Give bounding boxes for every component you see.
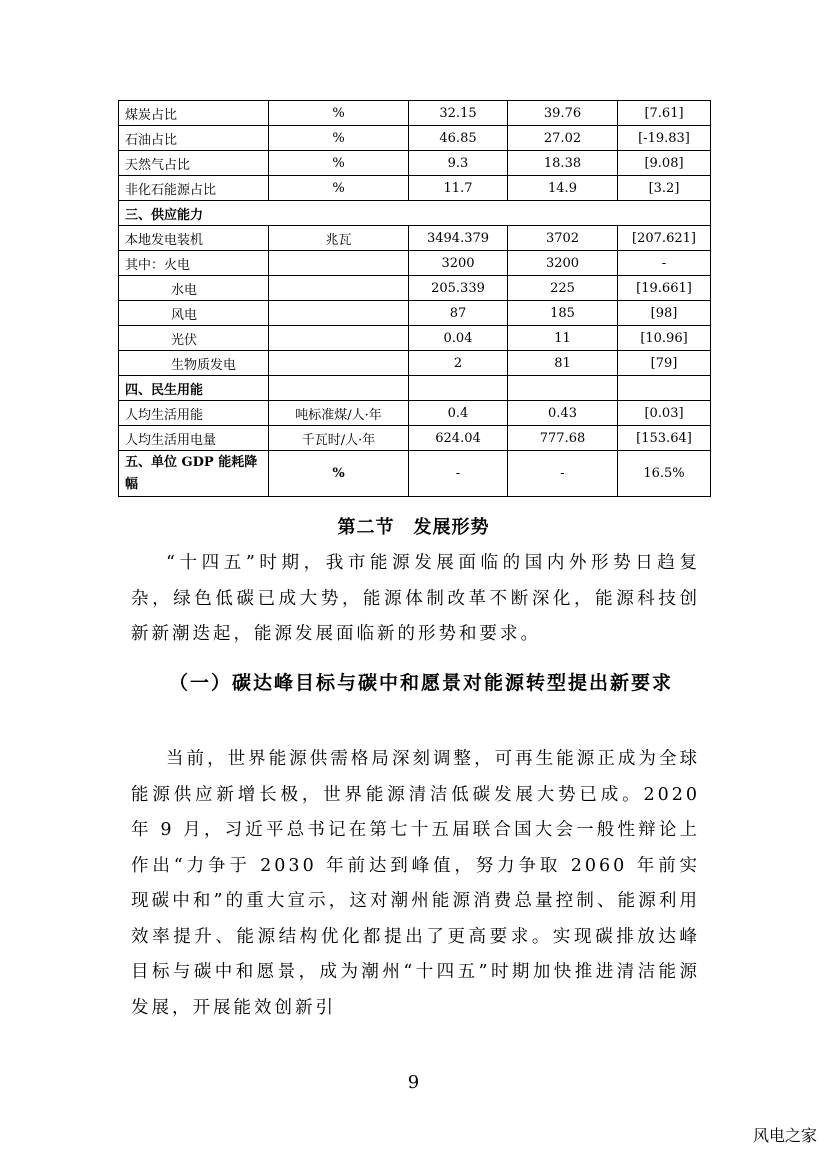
value-2025: 3702 <box>508 226 618 251</box>
value-2025: - <box>508 451 618 497</box>
unit-cell <box>269 276 409 301</box>
value-change: [10.96] <box>618 326 711 351</box>
table-row <box>119 226 711 251</box>
value-2025: 777.68 <box>508 426 618 451</box>
paragraph-situation <box>131 546 700 653</box>
indicator-name: 人均生活用电量 <box>119 426 269 451</box>
value-2020: 0.04 <box>409 326 508 351</box>
table-row <box>119 426 711 451</box>
subsection-heading-text: （一）碳达峰目标与碳中和愿景对能源转型提出新要求 <box>169 672 674 694</box>
value-2020: 205.339 <box>409 276 508 301</box>
unit-cell: 千瓦时/人·年 <box>269 426 409 451</box>
indicator-name: 天然气占比 <box>119 151 269 176</box>
indicator-name: 其中：火电 <box>119 251 269 276</box>
indicator-name: 本地发电装机 <box>119 226 269 251</box>
table-section-row <box>119 201 711 226</box>
value-change: [0.03] <box>618 401 711 426</box>
value-change: - <box>618 251 711 276</box>
unit-cell <box>269 301 409 326</box>
table-row <box>119 451 711 497</box>
unit-cell <box>269 376 409 401</box>
section-title: 第二节 发展形势 <box>337 517 490 538</box>
value-2020: 624.04 <box>409 426 508 451</box>
value-change: [153.64] <box>618 426 711 451</box>
value-change: 16.5% <box>618 451 711 497</box>
value-change: [7.61] <box>618 101 711 126</box>
indicator-name: 生物质发电 <box>119 351 269 376</box>
value-2020: 46.85 <box>409 126 508 151</box>
value-2025: 27.02 <box>508 126 618 151</box>
unit-cell: 吨标准煤/人·年 <box>269 401 409 426</box>
value-2025: 81 <box>508 351 618 376</box>
value-2025 <box>508 376 618 401</box>
indicator-name: 水电 <box>119 276 269 301</box>
value-2020 <box>409 376 508 401</box>
value-change: [3.2] <box>618 176 711 201</box>
paragraph-carbon <box>131 742 700 1026</box>
value-2020: 3200 <box>409 251 508 276</box>
table-row <box>119 151 711 176</box>
table-row <box>119 126 711 151</box>
value-2020: 11.7 <box>409 176 508 201</box>
value-2020: 9.3 <box>409 151 508 176</box>
value-2020: - <box>409 451 508 497</box>
value-2025: 3200 <box>508 251 618 276</box>
value-2025: 185 <box>508 301 618 326</box>
value-2020: 0.4 <box>409 401 508 426</box>
value-2020: 2 <box>409 351 508 376</box>
unit-cell: % <box>269 126 409 151</box>
unit-cell: % <box>269 101 409 126</box>
indicator-name: 风电 <box>119 301 269 326</box>
section-heading: 五、单位 GDP 能耗降幅 <box>119 451 269 497</box>
value-change: [79] <box>618 351 711 376</box>
subsection-heading <box>131 664 700 702</box>
indicator-name: 煤炭占比 <box>119 101 269 126</box>
unit-cell: 兆瓦 <box>269 226 409 251</box>
indicator-name: 石油占比 <box>119 126 269 151</box>
indicator-name: 人均生活用能 <box>119 401 269 426</box>
watermark: 风电之家 <box>752 1126 817 1145</box>
unit-cell <box>269 351 409 376</box>
page-number: 9 <box>407 1072 420 1093</box>
table-row <box>119 176 711 201</box>
table-row <box>119 251 711 276</box>
table-row <box>119 351 711 376</box>
value-2020: 87 <box>409 301 508 326</box>
table-row <box>119 326 711 351</box>
value-change: [207.621] <box>618 226 711 251</box>
table-row <box>119 376 711 401</box>
value-2025: 18.38 <box>508 151 618 176</box>
unit-cell <box>269 251 409 276</box>
unit-cell: % <box>269 176 409 201</box>
unit-cell: % <box>269 451 409 497</box>
value-change: [98] <box>618 301 711 326</box>
table-row <box>119 401 711 426</box>
indicator-name: 非化石能源占比 <box>119 176 269 201</box>
unit-cell: % <box>269 151 409 176</box>
paragraph-text: “十四五”时期，我市能源发展面临的国内外形势日趋复杂，绿色低碳已成大势，能源体制改革不断深化，能源科技创新新潮迭起，能源发展面临新的形势和要求。 <box>131 553 700 644</box>
value-2020: 3494.379 <box>409 226 508 251</box>
value-2025: 225 <box>508 276 618 301</box>
paragraph-text: 当前，世界能源供需格局深刻调整，可再生能源正成为全球能源供应新增长极，世界能源清洁低碳发展大势已成。2020 年 9 月，习近平总书记在第七十五届联合国大会一般性辩论上作出“力争于 2030 年前达到峰值，努力争取 2060 年前实现碳中和”的重大宣示，这对潮州能源消费总量控制、能源利用效率提升、能源结构优化都提出了更高要求。实现碳排放达峰目标与碳中和愿景，成为潮州“十四五”时期加快推进清洁能源发展，开展能效创新引 <box>131 749 700 1018</box>
table-row <box>119 101 711 126</box>
table-row <box>119 301 711 326</box>
value-change: [-19.83] <box>618 126 711 151</box>
value-2020: 32.15 <box>409 101 508 126</box>
value-change <box>618 376 711 401</box>
section-heading: 三、供应能力 <box>119 201 711 226</box>
value-2025: 39.76 <box>508 101 618 126</box>
value-change: [9.08] <box>618 151 711 176</box>
section-heading: 四、民生用能 <box>119 376 269 401</box>
table-row <box>119 276 711 301</box>
unit-cell <box>269 326 409 351</box>
value-change: [19.661] <box>618 276 711 301</box>
indicator-table <box>118 100 711 497</box>
value-2025: 0.43 <box>508 401 618 426</box>
value-2025: 14.9 <box>508 176 618 201</box>
indicator-name: 光伏 <box>119 326 269 351</box>
value-2025: 11 <box>508 326 618 351</box>
